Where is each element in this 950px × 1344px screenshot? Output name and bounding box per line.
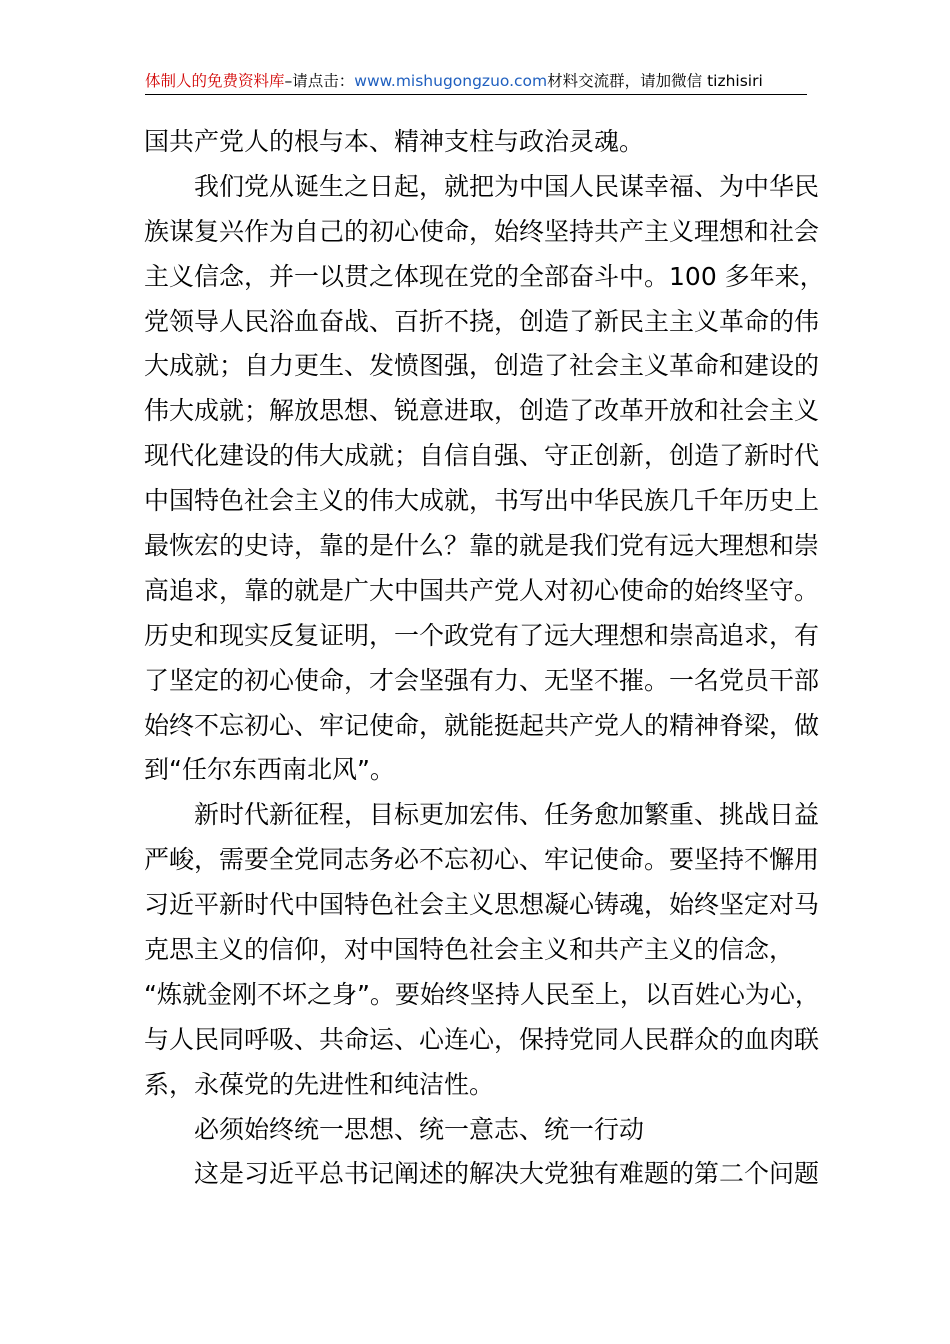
text-line: 始终不忘初心、牢记使命，就能挺起共产党人的精神脊梁，做 xyxy=(144,710,820,740)
paragraph-start-line: 新时代新征程，目标更加宏伟、任务愈加繁重、挑战日益 xyxy=(194,800,820,830)
text-line: 高追求，靠的就是广大中国共产党人对初心使命的始终坚守。 xyxy=(144,575,820,605)
text-line: 习近平新时代中国特色社会主义思想凝心铸魂，始终坚定对马 xyxy=(144,890,820,920)
text-line: 克思主义的信仰，对中国特色社会主义和共产主义的信念， xyxy=(144,935,795,965)
text-line: 与人民同呼吸、共命运、心连心，保持党同人民群众的血肉联 xyxy=(144,1024,820,1054)
text-line: 伟大成就；解放思想、锐意进取，创造了改革开放和社会主义 xyxy=(144,396,820,426)
text-line: 中国特色社会主义的伟大成就，书写出中华民族几千年历史上 xyxy=(144,486,820,516)
header-prompt: –请点击： xyxy=(284,72,355,90)
text-line: 历史和现实反复证明，一个政党有了远大理想和崇高追求，有 xyxy=(144,620,820,650)
text-line: 最恢宏的史诗，靠的是什么？靠的就是我们党有远大理想和崇 xyxy=(144,531,820,561)
text-line: 严峻，需要全党同志务必不忘初心、牢记使命。要坚持不懈用 xyxy=(144,845,820,875)
header-url-link[interactable]: www.mishugongzuo.com xyxy=(354,72,548,90)
text-line: 现代化建设的伟大成就；自信自强、守正创新，创造了新时代 xyxy=(144,441,820,471)
text-line: 族谋复兴作为自己的初心使命，始终坚持共产主义理想和社会 xyxy=(144,216,820,246)
page-header xyxy=(145,68,807,95)
text-line: 党领导人民浴血奋战、百折不挠，创造了新民主主义革命的伟 xyxy=(144,306,820,336)
text-line: 大成就；自力更生、发愤图强，创造了社会主义革命和建设的 xyxy=(144,351,820,381)
text-line: 系，永葆党的先进性和纯洁性。 xyxy=(144,1069,495,1099)
text-line: 主义信念，并一以贯之体现在党的全部奋斗中。100 多年来， xyxy=(144,261,825,291)
section-heading: 必须始终统一思想、统一意志、统一行动 xyxy=(194,1114,645,1144)
header-brand: 体制人的免费资料库 xyxy=(145,72,285,90)
text-line: 到“任尔东西南北风”。 xyxy=(144,755,395,785)
paragraph-start-line: 我们党从诞生之日起，就把为中国人民谋幸福、为中华民 xyxy=(194,171,820,201)
paragraph-start-line: 这是习近平总书记阐述的解决大党独有难题的第二个问题 xyxy=(194,1159,820,1189)
text-line: 了坚定的初心使命，才会坚强有力、无坚不摧。一名党员干部 xyxy=(144,665,820,695)
header-wechat-note: 材料交流群，请加微信 tizhisiri xyxy=(547,72,763,90)
document-body xyxy=(144,120,825,1197)
text-line: 国共产党人的根与本、精神支柱与政治灵魂。 xyxy=(144,127,645,156)
text-line: “炼就金刚不坏之身”。要始终坚持人民至上，以百姓心为心， xyxy=(144,979,820,1009)
